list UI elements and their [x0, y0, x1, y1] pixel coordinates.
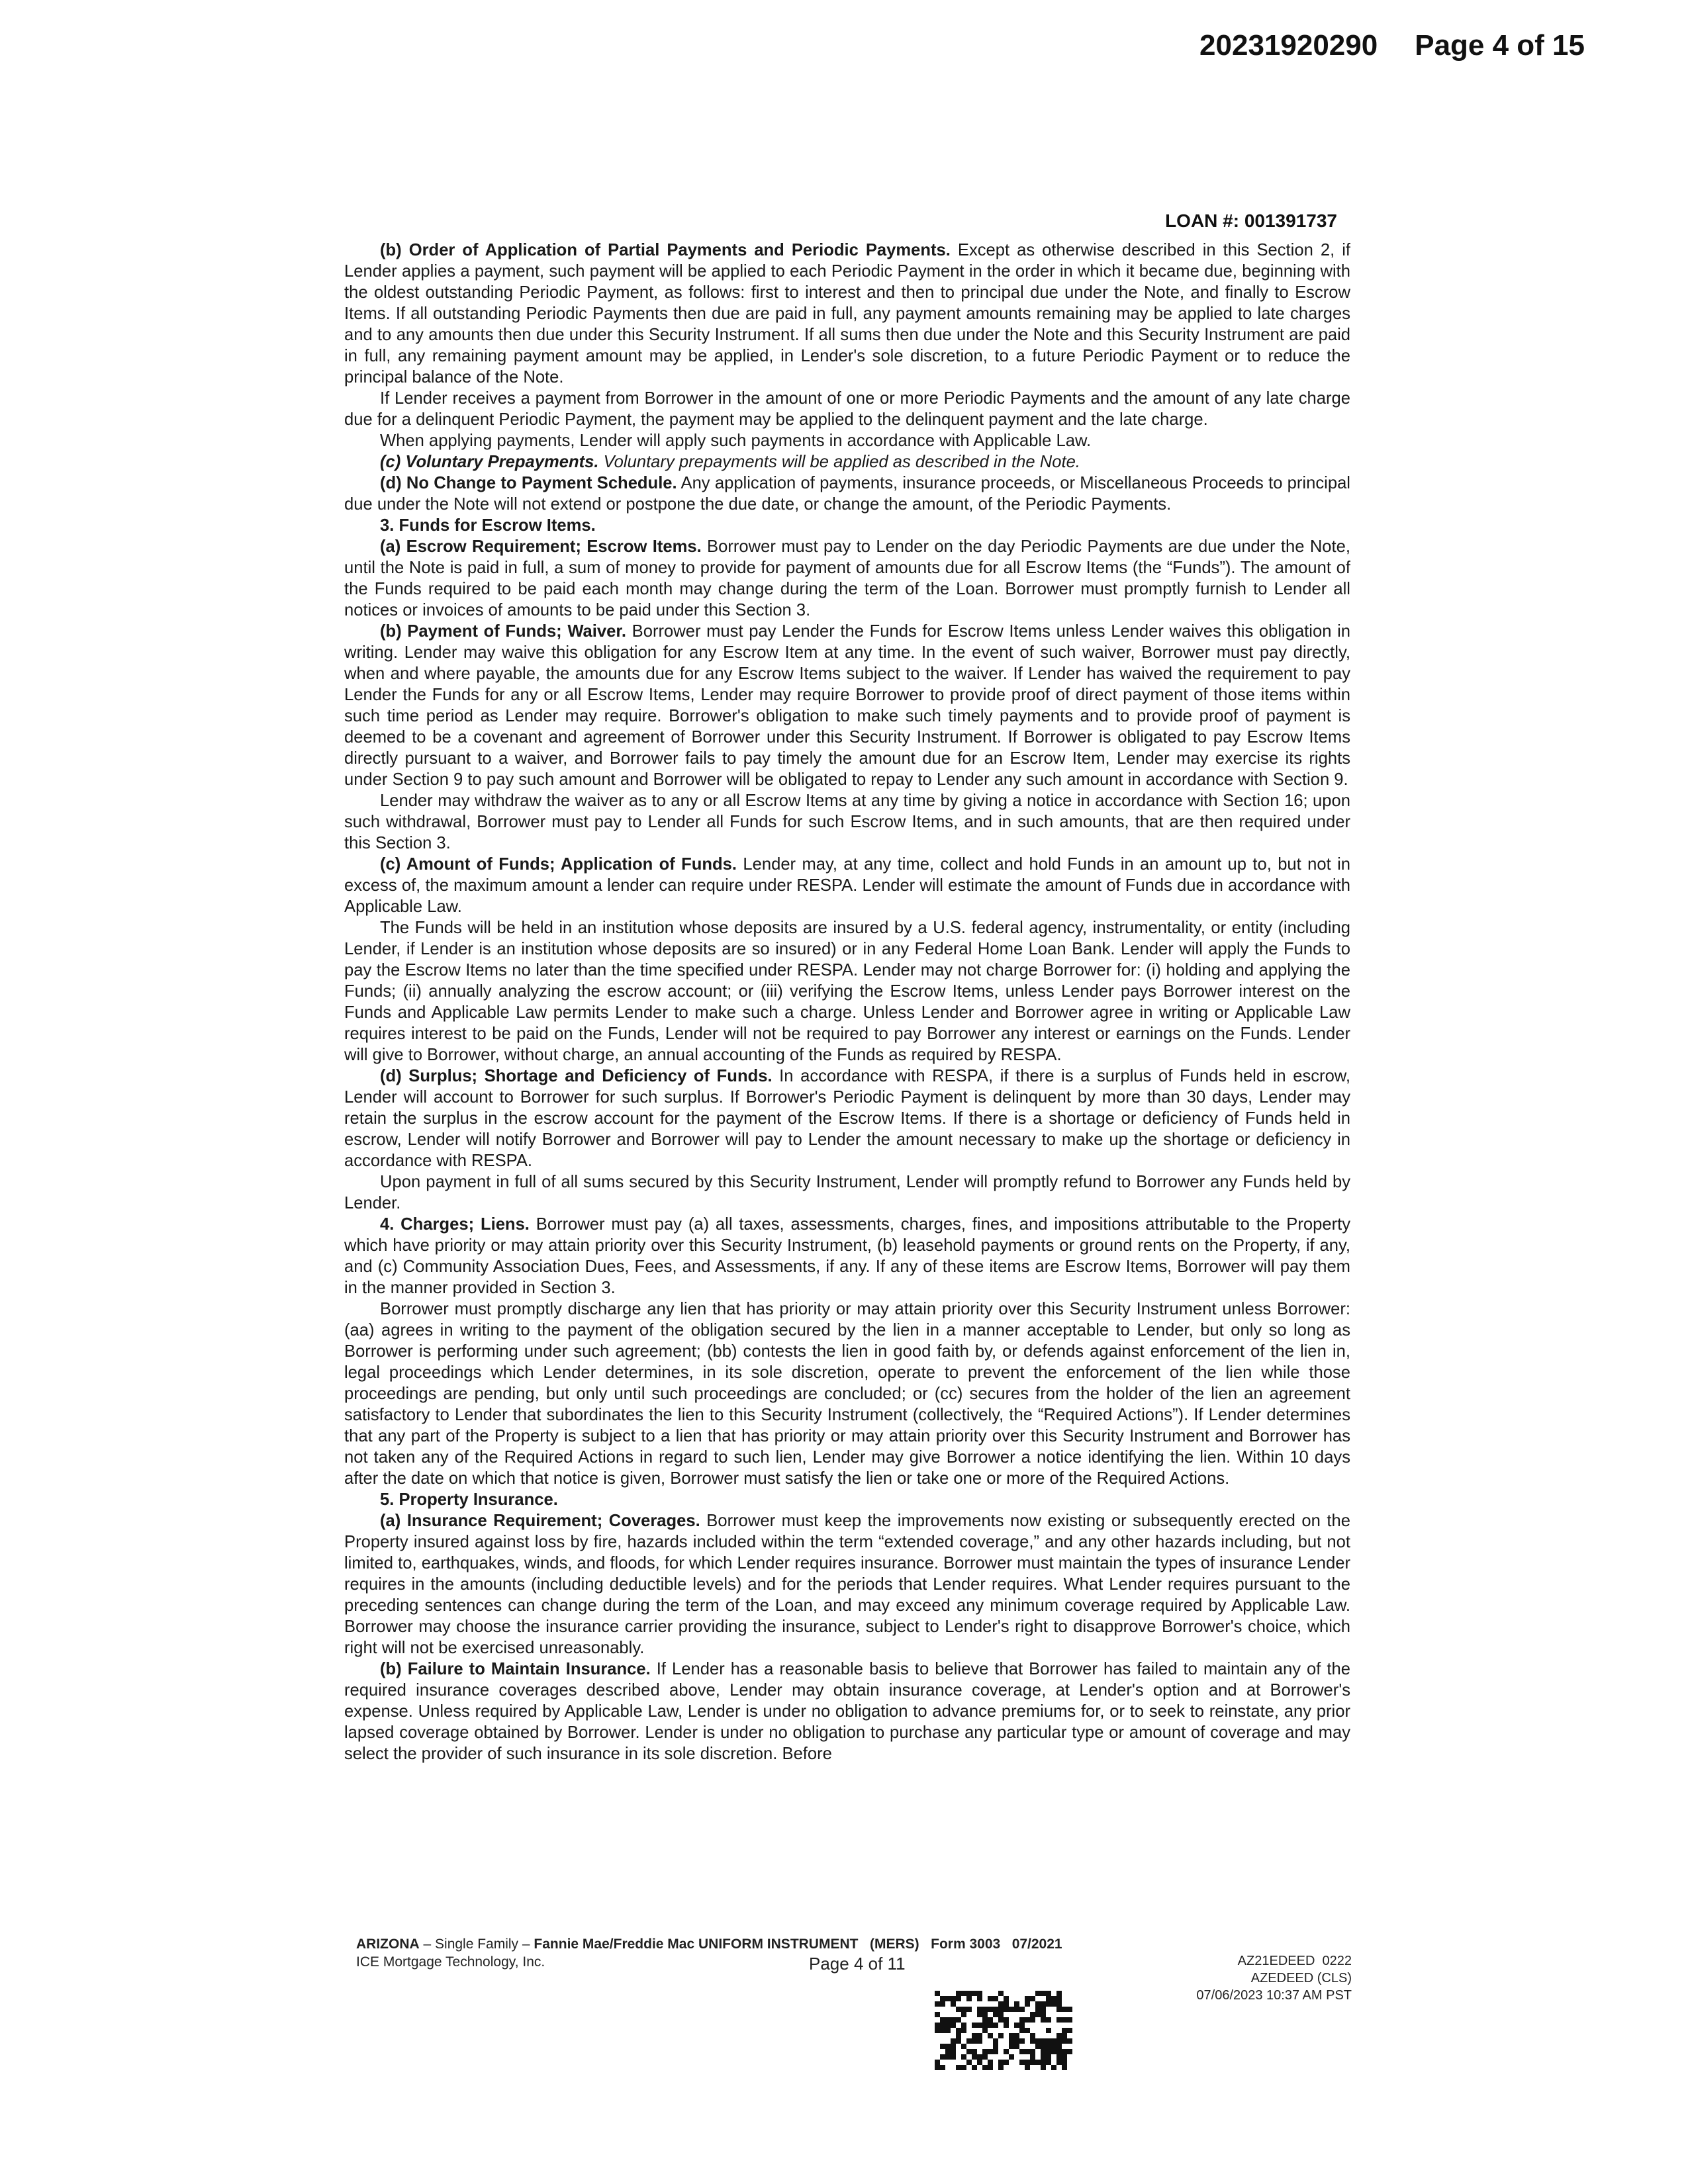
heading-3b: (b) Payment of Funds; Waiver.: [380, 622, 627, 641]
form-line: ARIZONA – Single Family – Fannie Mae/Freddie Mac UNIFORM INSTRUMENT (MERS) Form 3003 07/2021: [356, 1936, 1062, 1952]
paragraph-3c-2: The Funds will be held in an institution whose deposits are insured by a U.S. federal agency, instrumentality, or entity (including Lender, if Lender is an institution whose deposits are so insured) or in any Federal Home Loan Bank. Lender will apply the Funds to pay the Escrow Items no later than the time specified under RESPA. Lender may not charge Borrower for: (i) holding and applying the Funds; (ii) annually analyzing the escrow account; or (iii) verifying the Escrow Items, unless Lender pays Borrower interest on the Funds and Applicable Law permits Lender to make such a charge. Unless Lender and Borrower agree in writing or Applicable Law requires interest to be paid on the Funds, Lender will not be required to pay Borrower any interest or earnings on the Funds. Lender will give to Borrower, without charge, an annual accounting of the Funds as required by RESPA.: [344, 919, 1350, 1064]
heading-2d: (d) No Change to Payment Schedule.: [380, 474, 677, 492]
document-body: [344, 240, 1350, 1764]
paragraph-2b-2: If Lender receives a payment from Borrower in the amount of one or more Periodic Payments and the amount of any late charge due for a delinquent Periodic Payment, the payment may be applied to the delinquent payment and the late charge.: [344, 389, 1350, 429]
document-number: 20231920290: [1199, 29, 1378, 62]
paragraph-2c: (c) Voluntary Prepayments. Voluntary prepayments will be applied as described in the Note.: [380, 453, 1080, 471]
heading-3a: (a) Escrow Requirement; Escrow Items.: [380, 537, 702, 556]
paragraph-2d: (d) No Change to Payment Schedule. Any application of payments, insurance proceeds, or Miscellaneous Proceeds to principal due under the Note will not extend or postpone the due date, or change the amount, of the Periodic Payments.: [344, 474, 1350, 514]
heading-5b: (b) Failure to Maintain Insurance.: [380, 1660, 651, 1678]
vendor-name: ICE Mortgage Technology, Inc.: [356, 1954, 545, 1970]
paragraph-3b: (b) Payment of Funds; Waiver. Borrower must pay Lender the Funds for Escrow Items unless Lender waives this obligation in writing. Lender may waive this obligation for any Escrow Item at any time. In the event of such waiver, Borrower must pay directly, when and where payable, the amounts due for any Escrow Items subject to the waiver. If Lender has waived the requirement to pay Lender the Funds for any or all Escrow Items, Lender may require Borrower to provide proof of direct payment of those items within such time period as Lender may require. Borrower's obligation to make such timely payments and to provide proof of payment is deemed to be a covenant and agreement of Borrower under this Security Instrument. If Borrower is obligated to pay Escrow Items directly pursuant to a waiver, and Borrower fails to pay timely the amount due for an Escrow Item, Lender may exercise its rights under Section 9 to pay such amount and Borrower will be obligated to repay to Lender any such amount in accordance with Section 9.: [344, 622, 1350, 789]
recording-stamp: [1199, 29, 1585, 62]
footer-page-number: Page 4 of 11: [809, 1954, 906, 1974]
heading-5a: (a) Insurance Requirement; Coverages.: [380, 1512, 700, 1530]
paragraph-2b: (b) Order of Application of Partial Payments and Periodic Payments. Except as otherwise described in this Section 2, if Lender applies a payment, such payment will be applied to each Periodic Payment in the order in which it became due, beginning with the oldest outstanding Periodic Payment, as follows: first to interest and then to principal due under the Note, and finally to Escrow Items. If all outstanding Periodic Payments then due are paid in full, any payment amounts remaining may be applied to late charges and to any amounts then due under this Security Instrument. If all sums then due under the Note and this Security Instrument are paid in full, any remaining payment amount may be applied, in Lender's sole discretion, to a future Periodic Payment or to reduce the principal balance of the Note.: [344, 241, 1350, 387]
paragraph-3c: (c) Amount of Funds; Application of Funds. Lender may, at any time, collect and hold Funds in an amount up to, but not in excess of, the maximum amount a lender can require under RESPA. Lender will estimate the amount of Funds due in accordance with Applicable Law.: [344, 855, 1350, 916]
form-code-cls: AZEDEED (CLS): [1250, 1971, 1352, 1985]
heading-4: 4. Charges; Liens.: [380, 1215, 530, 1234]
barcode-icon: [935, 1991, 1072, 2070]
paragraph-4: 4. Charges; Liens. Borrower must pay (a) all taxes, assessments, charges, fines, and impositions attributable to the Property which have priority or may attain priority over this Security Instrument, (b) leasehold payments or ground rents on the Property, if any, and (c) Community Association Dues, Fees, and Assessments, if any. If any of these items are Escrow Items, Borrower will pay them in the manner provided in Section 3.: [344, 1215, 1350, 1297]
paragraph-3d: (d) Surplus; Shortage and Deficiency of Funds. In accordance with RESPA, if there is a surplus of Funds held in escrow, Lender will account to Borrower for such surplus. If Borrower's Periodic Payment is delinquent by more than 30 days, Lender may retain the surplus in the escrow account for the payment of the Escrow Items. If there is a shortage or deficiency of Funds held in escrow, Lender will notify Borrower and Borrower will pay to Lender the amount necessary to make up the shortage or deficiency in accordance with RESPA.: [344, 1067, 1350, 1170]
paragraph-3a: (a) Escrow Requirement; Escrow Items. Borrower must pay to Lender on the day Periodic Payments are due under the Note, until the Note is paid in full, a sum of money to provide for payment of amounts due for all Escrow Items (the “Funds”). The amount of the Funds required to be paid each month may change during the term of the Loan. Borrower must promptly furnish to Lender all notices or invoices of amounts to be paid under this Section 3.: [344, 537, 1350, 619]
page-indicator: Page 4 of 15: [1415, 29, 1585, 62]
heading-3d: (d) Surplus; Shortage and Deficiency of Funds.: [380, 1067, 773, 1085]
section-5-title: 5. Property Insurance.: [380, 1490, 558, 1509]
paragraph-5b: (b) Failure to Maintain Insurance. If Lender has a reasonable basis to believe that Borrower has failed to maintain any of the required insurance coverages described above, Lender may obtain insurance coverage, at Lender's option and at Borrower's expense. Unless required by Applicable Law, Lender is under no obligation to advance premiums for, or to seek to reinstate, any prior lapsed coverage obtained by Borrower. Lender is under no obligation to purchase any particular type or amount of coverage and may select the provider of such insurance in its sole discretion. Before: [344, 1660, 1350, 1763]
heading-2c: (c) Voluntary Prepayments.: [380, 453, 599, 471]
paragraph-4-2: Borrower must promptly discharge any lien that has priority or may attain priority over this Security Instrument unless Borrower: (aa) agrees in writing to the payment of the obligation secured by the lien in a manner acceptable to Lender, but only so long as Borrower is performing under such agreement; (bb) contests the lien in good faith by, or defends against enforcement of the lien in, legal proceedings which Lender determines, in its sole discretion, operate to prevent the enforcement of the lien while those proceedings are pending, but only until such proceedings are concluded; or (cc) secures from the holder of the lien an agreement satisfactory to Lender that subordinates the lien to this Security Instrument (collectively, the “Required Actions”). If Lender determines that any part of the Property is subject to a lien that has priority or may attain priority over this Security Instrument and Borrower has not taken any of the Required Actions in regard to such lien, Lender may give Borrower a notice identifying the lien. Within 10 days after the date on which that notice is given, Borrower must satisfy the lien or take one or more of the Required Actions.: [344, 1300, 1350, 1488]
paragraph-5a: (a) Insurance Requirement; Coverages. Borrower must keep the improvements now existing or subsequently erected on the Property insured against loss by fire, hazards included within the term “extended coverage,” and any other hazards including, but not limited to, earthquakes, winds, and floods, for which Lender requires insurance. Borrower must maintain the types of insurance Lender requires in the amounts (including deductible levels) and for the periods that Lender requires. What Lender requires pursuant to the preceding sentences can change during the term of the Loan, and may exceed any minimum coverage required by Applicable Law. Borrower may choose the insurance carrier providing the insurance, subject to Lender's right to disapprove Borrower's choice, which right will not be exercised unreasonably.: [344, 1512, 1350, 1657]
footer-codes: [1196, 1952, 1352, 2004]
form-code: AZ21EDEED 0222: [1237, 1954, 1352, 1968]
paragraph-2b-3: When applying payments, Lender will apply such payments in accordance with Applicable Law.: [380, 432, 1092, 450]
heading-3c: (c) Amount of Funds; Application of Funds.: [380, 855, 737, 874]
section-3-title: 3. Funds for Escrow Items.: [380, 516, 596, 535]
print-timestamp: 07/06/2023 10:37 AM PST: [1196, 1988, 1352, 2003]
paragraph-3d-2: Upon payment in full of all sums secured by this Security Instrument, Lender will promptly refund to Borrower any Funds held by Lender.: [344, 1173, 1350, 1212]
footer-form-info: [356, 1935, 1062, 1971]
paragraph-3b-2: Lender may withdraw the waiver as to any or all Escrow Items at any time by giving a notice in accordance with Section 16; upon such withdrawal, Borrower must pay to Lender all Funds for such Escrow Items, and in such amounts, that are then required under this Section 3.: [344, 792, 1350, 852]
loan-number: LOAN #: 001391737: [1165, 210, 1337, 231]
heading-2b: (b) Order of Application of Partial Payments and Periodic Payments.: [380, 241, 951, 259]
